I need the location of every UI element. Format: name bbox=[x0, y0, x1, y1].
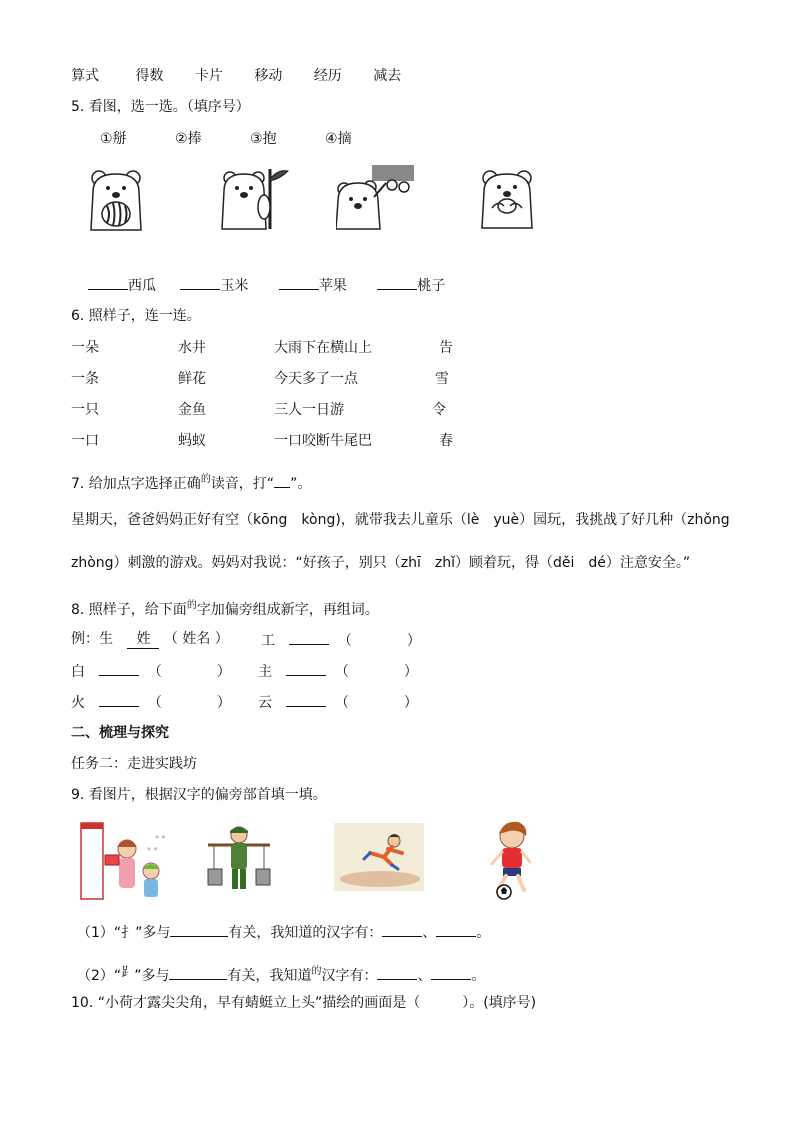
q6-item[interactable]: 告 bbox=[439, 340, 453, 356]
bear-corn-image bbox=[218, 165, 290, 231]
q8-example: 例：生 姓 （ 姓名 ） bbox=[71, 631, 229, 647]
bear-apples-image bbox=[336, 163, 416, 231]
q6-item[interactable]: 水井 bbox=[178, 340, 206, 356]
q6-item[interactable]: 蚂蚁 bbox=[178, 433, 206, 449]
word-bank-row bbox=[71, 67, 401, 85]
word-bank-item: 减去 bbox=[373, 68, 402, 84]
q5-blank-label: 玉米 bbox=[220, 278, 249, 294]
q9-blank[interactable] bbox=[170, 922, 228, 937]
q8-row: 白 （ ） bbox=[71, 661, 231, 681]
q6-item[interactable]: 令 bbox=[432, 402, 446, 418]
q9-blank[interactable] bbox=[169, 965, 227, 980]
small-char: 的 bbox=[311, 966, 322, 977]
q8-title: 8. 照样子，给下面$^的$字加偏旁组成新字，再组词。 bbox=[71, 600, 379, 618]
q9-blank[interactable] bbox=[382, 922, 422, 937]
q8-row: 工 （ ） bbox=[261, 630, 421, 650]
q6-item[interactable]: 一朵 bbox=[71, 340, 99, 356]
foot-radical-glyph: ⻊ bbox=[121, 965, 135, 980]
q5-blank-label: 西瓜 bbox=[128, 278, 156, 294]
q8-blank[interactable] bbox=[286, 661, 326, 676]
q9-item-2: （2）“⻊”多与 有关，我知道$^的$汉字有： 、 。 bbox=[77, 965, 486, 984]
q8-word-blank[interactable] bbox=[166, 662, 212, 676]
q9-blank[interactable] bbox=[436, 922, 476, 937]
q9-blank[interactable] bbox=[431, 965, 471, 980]
check-mark-blank bbox=[274, 473, 290, 488]
word-bank-item: 卡片 bbox=[194, 68, 223, 84]
q8-blank[interactable] bbox=[99, 692, 139, 707]
bear-watermelon-image bbox=[85, 168, 147, 232]
word-bank-item: 算式 bbox=[71, 68, 99, 84]
q8-word-blank[interactable] bbox=[353, 693, 399, 707]
q8-word-blank[interactable] bbox=[166, 693, 212, 707]
q5-option: ④摘 bbox=[325, 131, 352, 147]
q5-blanks-row bbox=[88, 275, 445, 295]
q7-title: 7. 给加点字选择正确$^的$读音，打“ ”。 bbox=[71, 474, 312, 492]
q5-title: 5. 看图，选一选。（填序号） bbox=[71, 99, 250, 115]
section-heading: 二、梳理与探究 bbox=[71, 725, 169, 741]
q6-item[interactable]: 鲜花 bbox=[178, 371, 206, 387]
q5-option: ②捧 bbox=[175, 131, 202, 147]
q6-item[interactable]: 春 bbox=[439, 433, 453, 449]
q7-passage-line: 星期天，爸爸妈妈正好有空（kōng kòng)，就带我去儿童乐（lè yuè）园玩，我挑战了好几种（zhǒng bbox=[71, 512, 730, 528]
child-long-jump-image bbox=[334, 823, 424, 891]
q8-blank[interactable] bbox=[289, 630, 329, 645]
child-gift-image bbox=[77, 821, 171, 901]
q8-row: 主 （ ） bbox=[258, 661, 418, 681]
q6-item[interactable]: 一口咬断牛尾巴 bbox=[274, 433, 372, 449]
soldier-buckets-image bbox=[206, 823, 272, 895]
word-bank-item: 得数 bbox=[135, 68, 164, 84]
q6-item[interactable]: 一口 bbox=[71, 433, 99, 449]
q5-option: ③抱 bbox=[250, 131, 277, 147]
q5-option: ①掰 bbox=[100, 131, 127, 147]
small-char: 的 bbox=[186, 600, 197, 611]
q5-blank-label: 桃子 bbox=[417, 278, 446, 294]
q10-title: 10. “小荷才露尖尖角，早有蜻蜓立上头”描绘的画面是（ ）。(填序号) bbox=[71, 995, 537, 1011]
q6-item[interactable]: 大雨下在横山上 bbox=[274, 340, 372, 356]
q8-example-new-char: 姓 bbox=[127, 630, 159, 649]
task-label: 任务二：走进实践坊 bbox=[71, 756, 197, 772]
q6-title: 6. 照样子，连一连。 bbox=[71, 308, 201, 324]
q6-item[interactable]: 雪 bbox=[435, 371, 449, 387]
svg-text:* *: * * bbox=[147, 846, 158, 855]
q6-item[interactable]: 一只 bbox=[71, 402, 99, 418]
q5-answer-blank[interactable] bbox=[180, 275, 220, 290]
q8-blank[interactable] bbox=[286, 692, 326, 707]
bear-peach-image bbox=[478, 168, 538, 230]
word-bank-item: 经历 bbox=[313, 68, 342, 84]
word-bank-item: 移动 bbox=[254, 68, 283, 84]
q5-answer-blank[interactable] bbox=[279, 275, 319, 290]
q9-blank[interactable] bbox=[377, 965, 417, 980]
boy-football-image bbox=[484, 820, 538, 900]
q8-word-blank[interactable] bbox=[356, 631, 402, 645]
q5-options bbox=[100, 130, 352, 148]
q6-item[interactable]: 一条 bbox=[71, 371, 99, 387]
q8-row: 火 （ ） bbox=[71, 692, 231, 712]
q6-item[interactable]: 三人一日游 bbox=[274, 402, 344, 418]
q8-word-blank[interactable] bbox=[353, 662, 399, 676]
q5-blank-label: 苹果 bbox=[318, 278, 347, 294]
q8-row: 云 （ ） bbox=[258, 692, 418, 712]
q8-blank[interactable] bbox=[99, 661, 139, 676]
q5-answer-blank[interactable] bbox=[88, 275, 128, 290]
q6-item[interactable]: 今天多了一点 bbox=[274, 371, 358, 387]
svg-text:* *: * * bbox=[155, 834, 166, 843]
small-char: 的 bbox=[200, 474, 211, 485]
q7-passage-line: zhòng）刺激的游戏。妈妈对我说：“好孩子，别只（zhī zhǐ）顾着玩，得（děi dé）注意安全。” bbox=[71, 555, 691, 571]
q6-item[interactable]: 金鱼 bbox=[178, 402, 206, 418]
q9-title: 9. 看图片，根据汉字的偏旁部首填一填。 bbox=[71, 787, 327, 803]
q9-item-1: （1）“扌”多与 有关，我知道的汉字有： 、 。 bbox=[77, 922, 490, 942]
q5-answer-blank[interactable] bbox=[377, 275, 417, 290]
